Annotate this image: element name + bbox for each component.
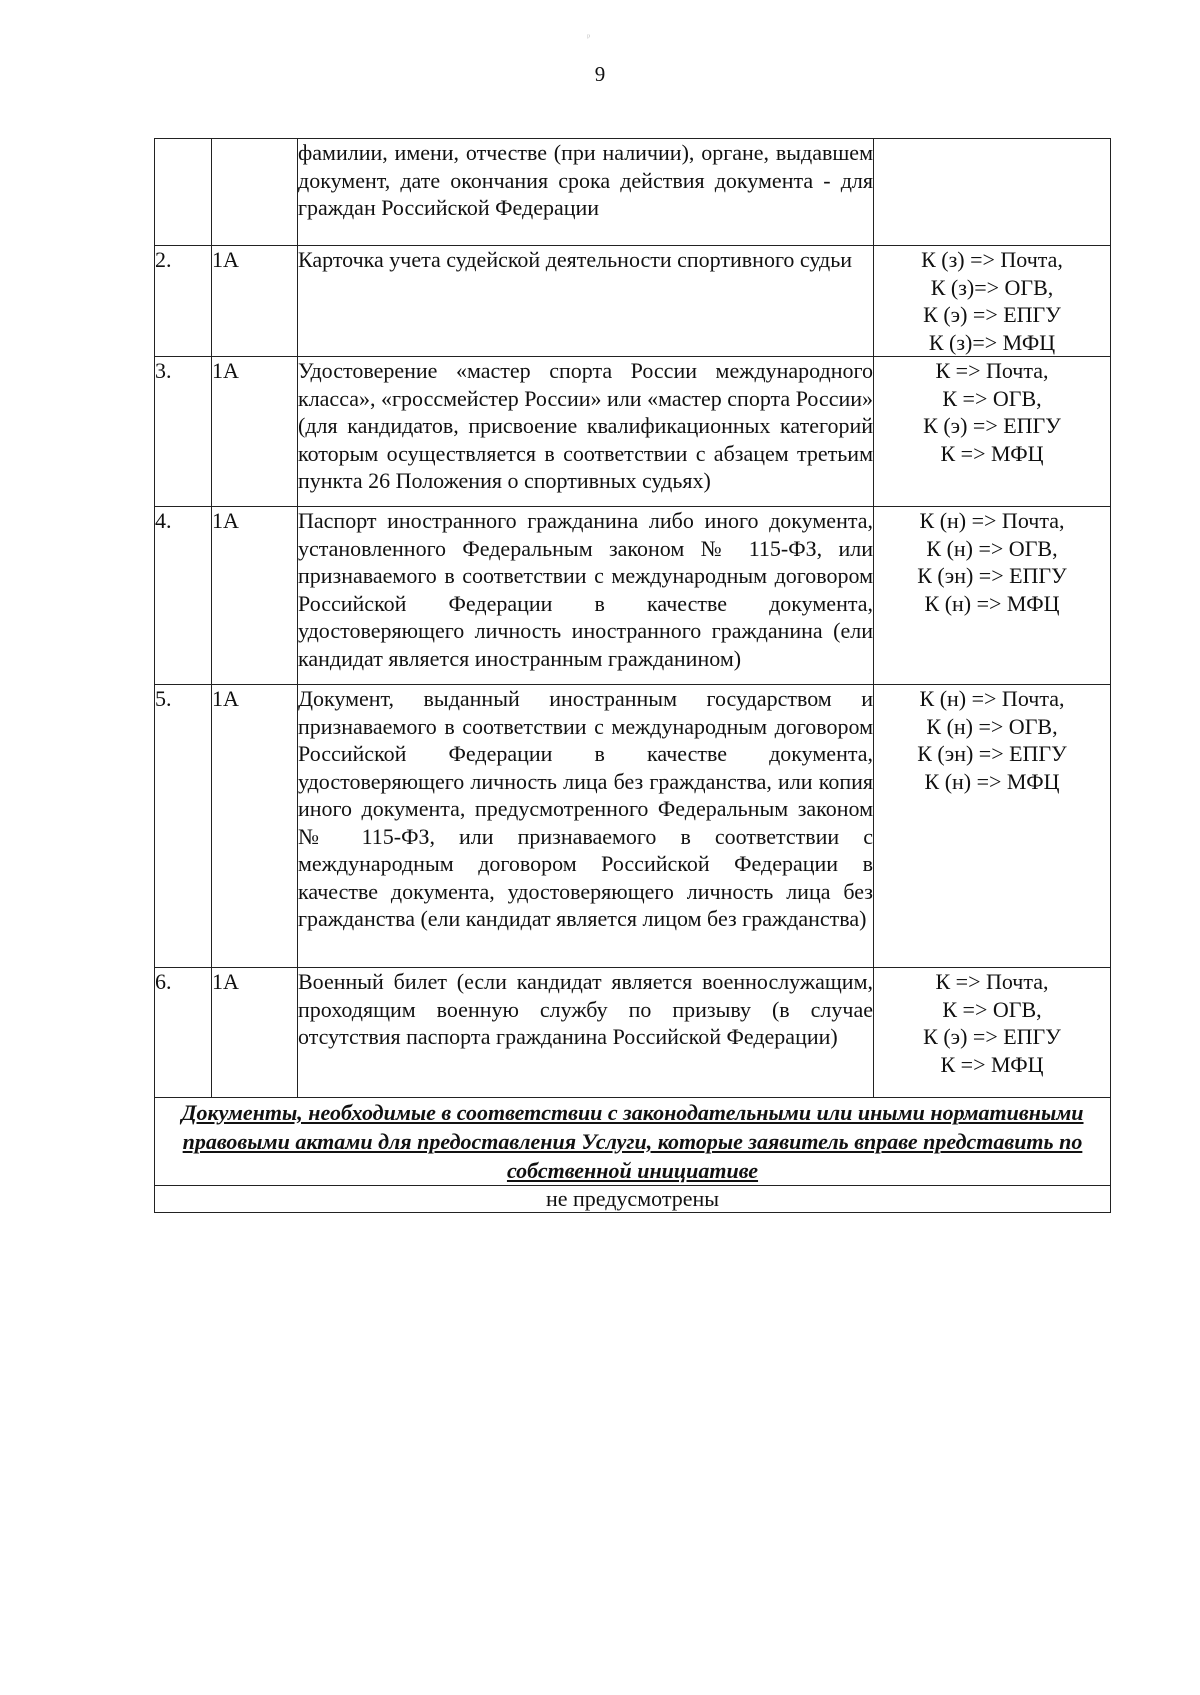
- table-row: [155, 357, 1111, 507]
- submission-way: К => МФЦ: [940, 1051, 1044, 1077]
- documents-table: [154, 138, 1111, 1213]
- table-body: [155, 139, 1111, 1098]
- submission-way: К => Почта,: [935, 969, 1049, 994]
- submission-way: К => ОГВ,: [942, 996, 1042, 1022]
- row-number: 4.: [155, 507, 212, 685]
- scan-speck: ᵖ: [587, 32, 591, 43]
- submission-way: К (н) => Почта,: [919, 686, 1065, 711]
- section-heading-row: [155, 1098, 1111, 1186]
- row-number: 6.: [155, 968, 212, 1098]
- submission-way: К (н) => МФЦ: [924, 768, 1060, 794]
- section-value: не предусмотрены: [155, 1186, 1111, 1213]
- submission-way: К => Почта,: [935, 358, 1049, 383]
- section-heading: Документы, необходимые в соответствии с законодательными или иными нормативными правовыми актами для предоставления Услуги, которые заявитель вправе представить по собственной инициативе: [181, 1100, 1084, 1183]
- row-submission-ways: [874, 139, 1111, 246]
- row-description: Документ, выданный иностранным государством и признаваемого в соответствии с международным договором Российской Федерации в качестве документа, удостоверяющего личность лица без гражданства, или копия иного документа, предусмотренного Федеральным законом № 115-ФЗ, или признаваемого в соответствии с международным договором Российской Федерации в качестве документа, удостоверяющего личность лица без гражданства (ели кандидат является лицом без гражданства): [298, 685, 874, 968]
- row-code: [212, 139, 298, 246]
- submission-way: К (н) => ОГВ,: [926, 535, 1058, 561]
- row-submission-ways: [874, 968, 1111, 1098]
- row-description: Удостоверение «мастер спорта России международного класса», «гроссмейстер России» или «мастер спорта России» (для кандидатов, присвоение квалификационных категорий которым осуществляется в соответствии с абзацем третьим пункта 26 Положения о спортивных судьях): [298, 357, 874, 507]
- submission-way: К (эн) => ЕПГУ: [917, 563, 1067, 588]
- table-row: [155, 507, 1111, 685]
- row-number: 5.: [155, 685, 212, 968]
- row-code: 1А: [212, 685, 298, 968]
- row-code: 1А: [212, 246, 298, 357]
- submission-way: К (э) => ЕПГУ: [923, 413, 1061, 438]
- row-submission-ways: [874, 357, 1111, 507]
- submission-way: К (з)=> МФЦ: [928, 329, 1056, 355]
- row-code: 1А: [212, 357, 298, 507]
- row-submission-ways: [874, 246, 1111, 357]
- row-description: Паспорт иностранного гражданина либо иного документа, установленного Федеральным законом № 115-ФЗ, или признаваемого в соответствии с международным договором Российской Федерации в качестве документа, удостоверяющего личность иностранного гражданина (ели кандидат является иностранным гражданином): [298, 507, 874, 685]
- submission-way: К (н) => Почта,: [919, 508, 1065, 533]
- submission-way: К (з)=> ОГВ,: [930, 274, 1054, 300]
- row-number: 3.: [155, 357, 212, 507]
- table-row: [155, 685, 1111, 968]
- submission-way: К (з) => Почта,: [921, 247, 1063, 272]
- row-number: 2.: [155, 246, 212, 357]
- row-number: [155, 139, 212, 246]
- section-value-row: [155, 1186, 1111, 1213]
- page-number: 9: [594, 62, 606, 86]
- submission-way: К (эн) => ЕПГУ: [917, 741, 1067, 766]
- row-submission-ways: [874, 685, 1111, 968]
- submission-way: К (н) => ОГВ,: [926, 713, 1058, 739]
- table-row: [155, 246, 1111, 357]
- submission-way: К (э) => ЕПГУ: [923, 1024, 1061, 1049]
- table-row: [155, 139, 1111, 246]
- row-submission-ways: [874, 507, 1111, 685]
- row-description: фамилии, имени, отчестве (при наличии), органе, выдавшем документ, дате окончания срока действия документа - для граждан Российской Федерации: [298, 139, 874, 246]
- submission-way: К => МФЦ: [940, 440, 1044, 466]
- submission-way: К => ОГВ,: [942, 385, 1042, 411]
- row-code: 1А: [212, 968, 298, 1098]
- submission-way: К (э) => ЕПГУ: [923, 302, 1061, 327]
- submission-way: К (н) => МФЦ: [924, 590, 1060, 616]
- row-description: Карточка учета судейской деятельности спортивного судьи: [298, 246, 874, 357]
- table-row: [155, 968, 1111, 1098]
- section-heading-cell: [155, 1098, 1111, 1186]
- row-code: 1А: [212, 507, 298, 685]
- row-description: Военный билет (если кандидат является военнослужащим, проходящим военную службу по призыву (в случае отсутствия паспорта гражданина Российской Федерации): [298, 968, 874, 1098]
